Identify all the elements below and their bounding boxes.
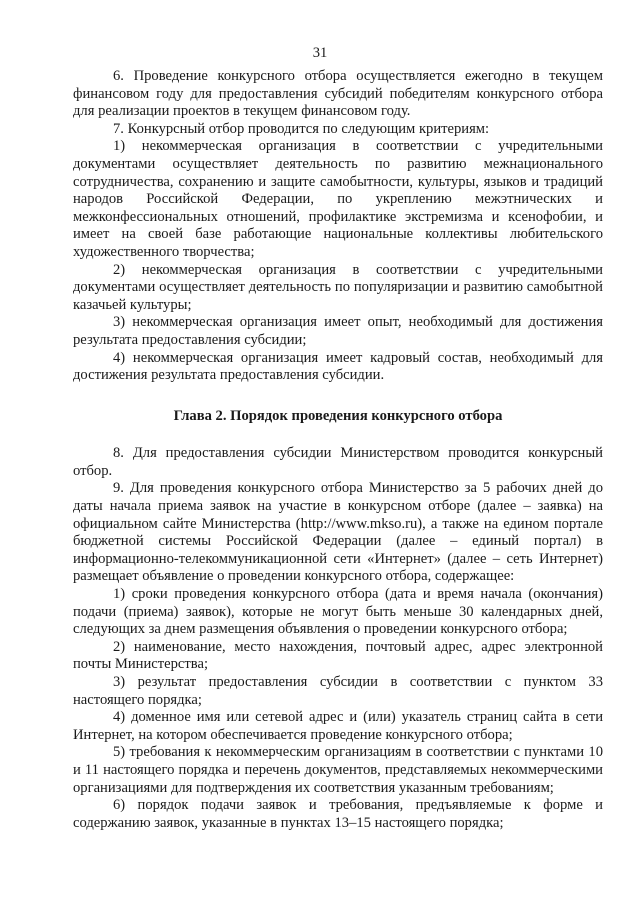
paragraph-9: 9. Для проведения конкурсного отбора Министерство за 5 рабочих дней до даты начала приема заявок на участие в конкурсном отборе (далее – заявка) на официальном сайте Министерства (http://www.mkso.ru), а также на едином портале бюджетной системы Российской Федерации (далее – единый портал) в информационно-телекоммуникационной сети «Интернет» (далее – сеть Интернет) размещает объявление о проведении конкурсного отбора, содержащее: <box>73 480 603 585</box>
announcement-item-5: 5) требования к некоммерческим организациям в соответствии с пунктами 10 и 11 настоящего порядка и перечень документов, представляемых некоммерческими организациями для подтверждения их соответствия указанным требованиям; <box>73 744 603 796</box>
criterion-1: 1) некоммерческая организация в соответствии с учредительными документами осуществляет деятельность по развитию межнационального сотрудничества, сохранению и защите самобытности, культуры, языков и традиций народов Российской Федерации, по укреплению межэтнических и межконфессиональных отношений, профилактике экстремизма и ксенофобии, и имеет на своей базе работающие национальные коллективы любительского художественного творчества; <box>73 138 603 260</box>
criterion-4: 4) некоммерческая организация имеет кадровый состав, необходимый для достижения результата предоставления субсидии. <box>73 349 603 384</box>
announcement-item-2: 2) наименование, место нахождения, почтовый адрес, адрес электронной почты Министерства; <box>73 638 603 673</box>
announcement-item-4: 4) доменное имя или сетевой адрес и (или) указатель страниц сайта в сети Интернет, на котором обеспечивается проведение конкурсного отбора; <box>73 709 603 743</box>
document-body <box>73 68 603 832</box>
page-number: 31 <box>312 45 328 61</box>
criterion-2: 2) некоммерческая организация в соответствии с учредительными документами осуществляет деятельность по популяризации и развитию самобытной казачьей культуры; <box>73 261 603 313</box>
announcement-item-1: 1) сроки проведения конкурсного отбора (дата и время начала (окончания) подачи (приема) заявок), которые не могут быть меньше 30 календарных дней, следующих за днем размещения объявления о проведении конкурсного отбора; <box>73 586 603 638</box>
paragraph-8: 8. Для предоставления субсидии Министерством проводится конкурсный отбор. <box>73 445 603 479</box>
paragraph-6: 6. Проведение конкурсного отбора осуществляется ежегодно в текущем финансовом году для предоставления субсидий победителям конкурсного отбора для реализации проектов в текущем финансовом году. <box>73 68 603 120</box>
criterion-3: 3) некоммерческая организация имеет опыт, необходимый для достижения результата предоставления субсидии; <box>73 314 603 348</box>
announcement-item-6: 6) порядок подачи заявок и требования, предъявляемые к форме и содержанию заявок, указанные в пунктах 13–15 настоящего порядка; <box>73 797 603 831</box>
announcement-item-3: 3) результат предоставления субсидии в соответствии с пунктом 33 настоящего порядка; <box>73 674 603 708</box>
chapter-heading: Глава 2. Порядок проведения конкурсного отбора <box>173 407 503 424</box>
paragraph-7: 7. Конкурсный отбор проводится по следующим критериям: <box>113 120 490 137</box>
